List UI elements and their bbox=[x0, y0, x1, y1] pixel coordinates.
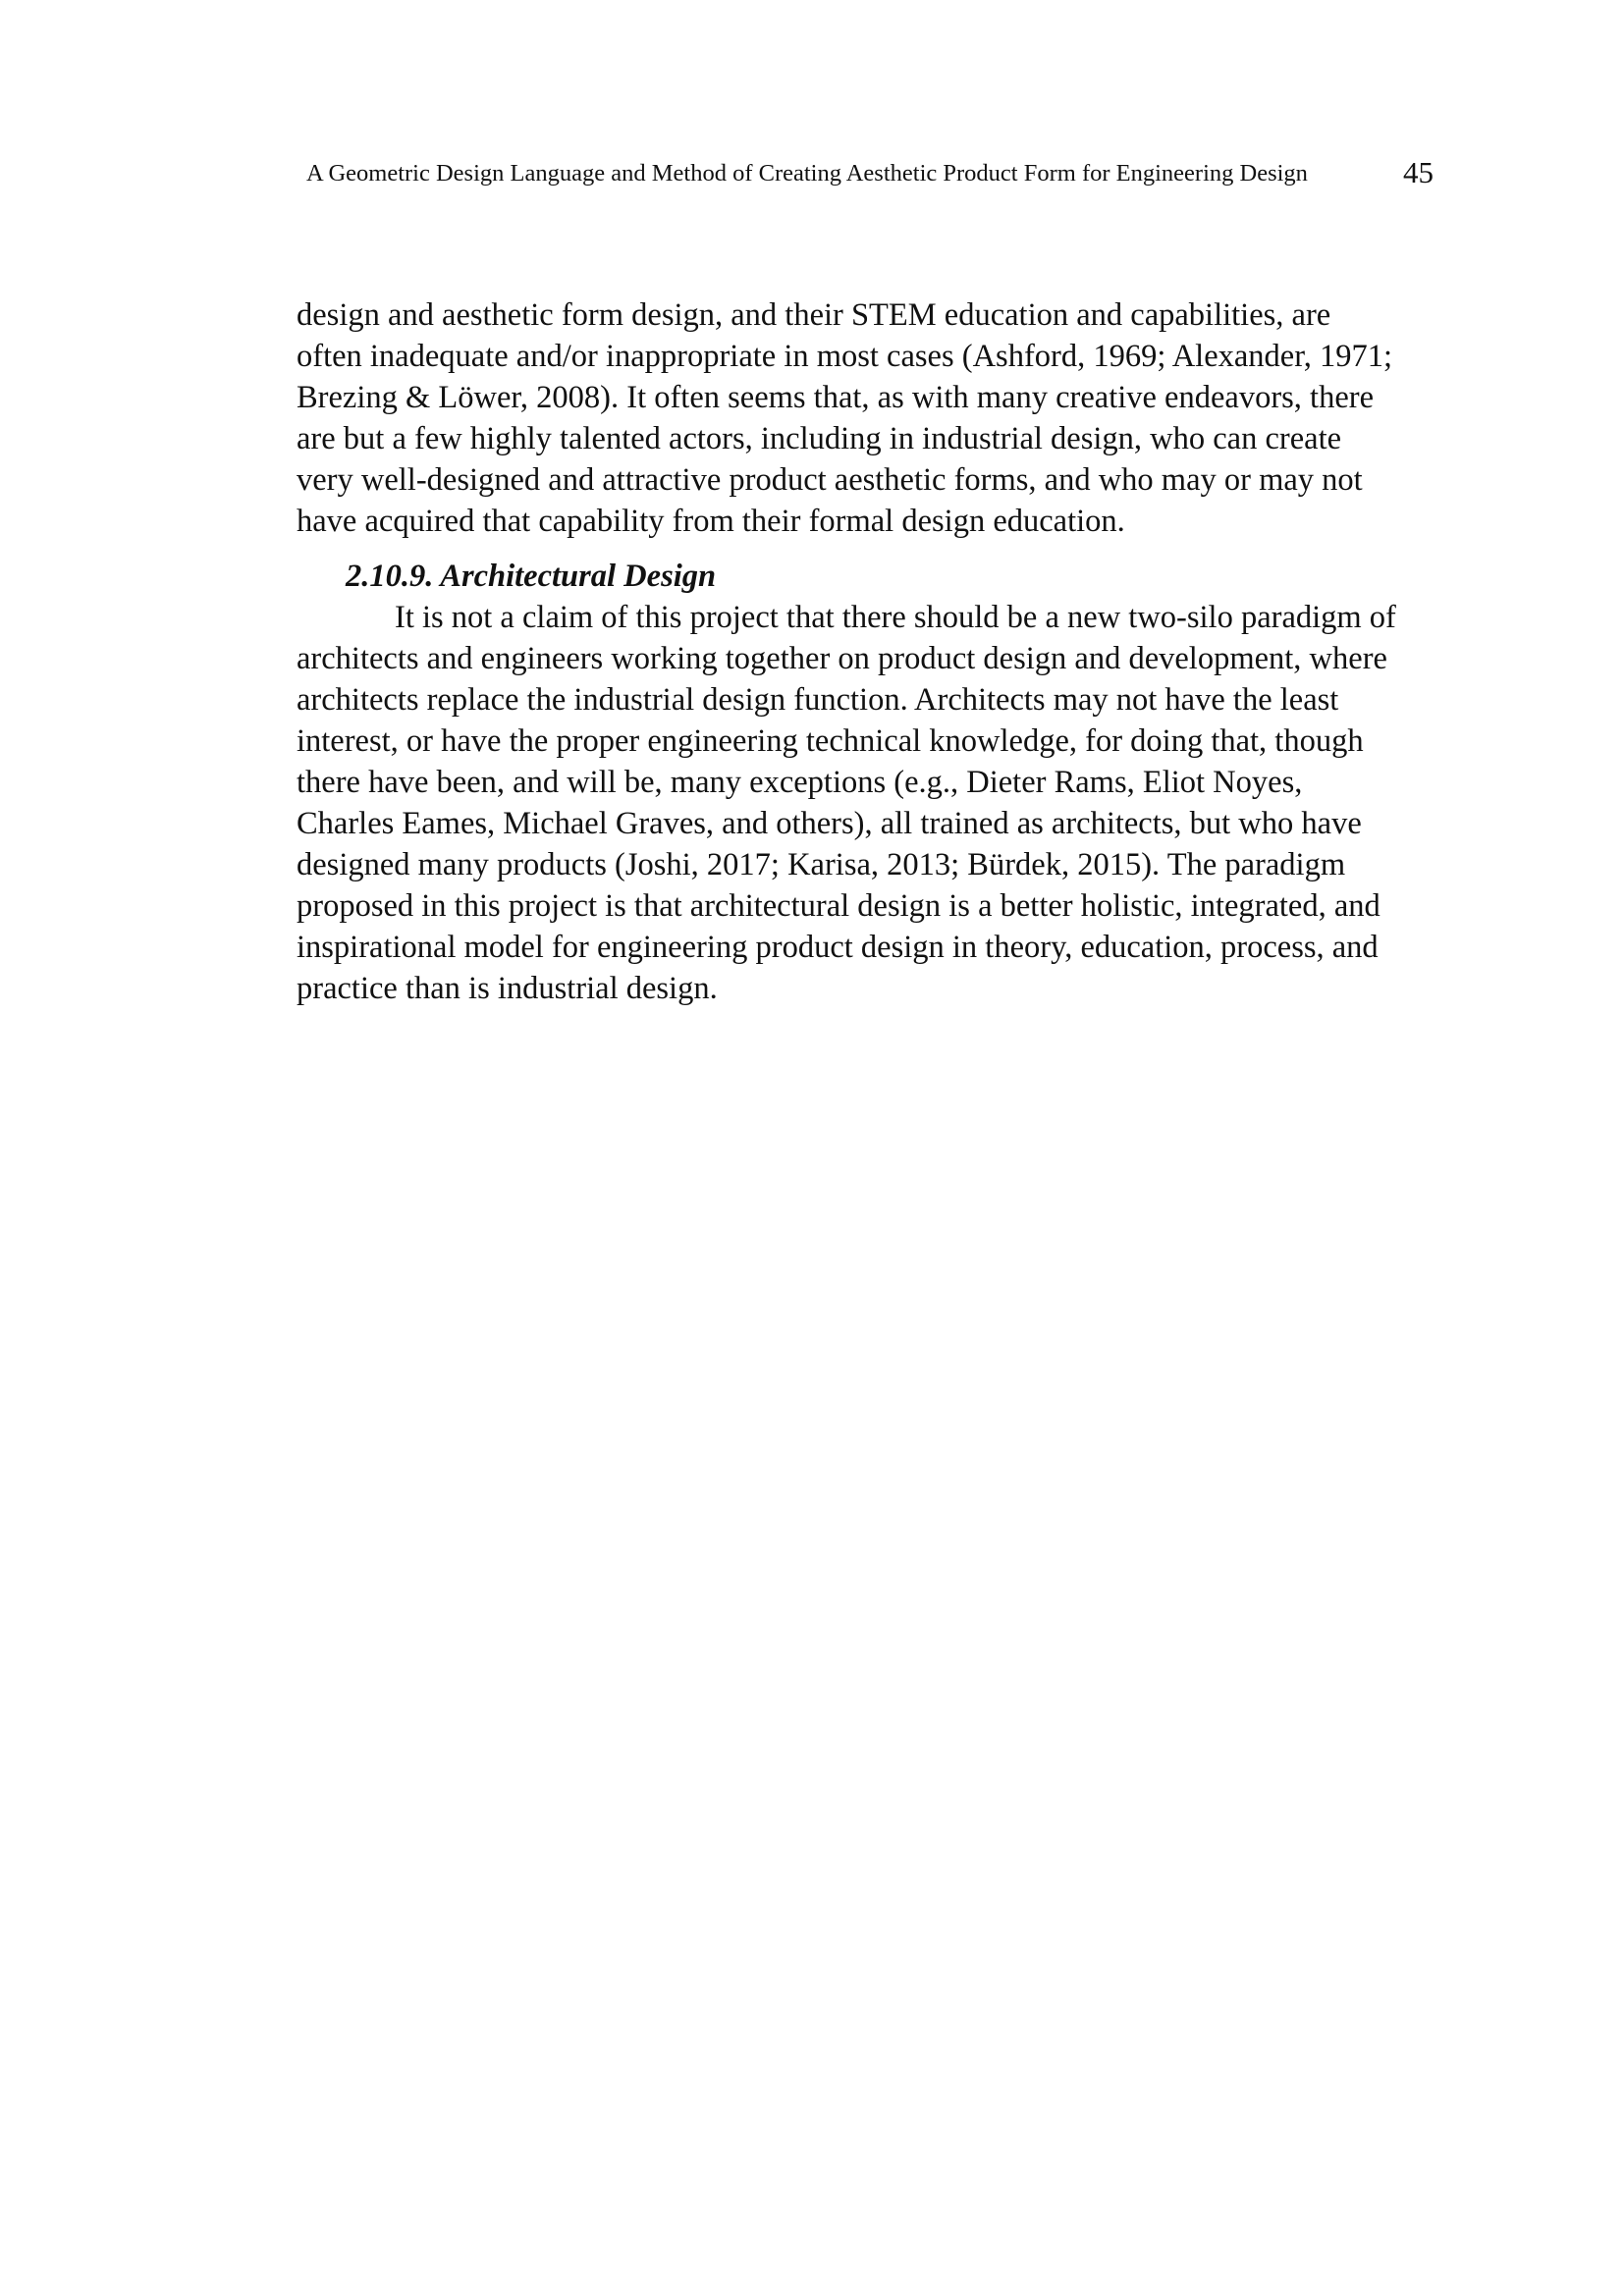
paragraph-line: often inadequate and/or inappropriate in most cases (Ashford, 1969; Alexander, 1971; bbox=[297, 339, 1393, 374]
body-paragraph bbox=[297, 294, 1439, 542]
paragraph-line: designed many products (Joshi, 2017; Karisa, 2013; Bürdek, 2015). The paradigm bbox=[297, 847, 1346, 882]
running-header-title: A Geometric Design Language and Method of Creating Aesthetic Product Form for Engineering Design bbox=[306, 160, 1308, 187]
paragraph-line: interest, or have the proper engineering technical knowledge, for doing that, though bbox=[297, 723, 1364, 759]
paragraph-line: have acquired that capability from their formal design education. bbox=[297, 504, 1125, 539]
page-body bbox=[297, 294, 1439, 1009]
paragraph-line: very well-designed and attractive product aesthetic forms, and who may or may not bbox=[297, 462, 1363, 498]
paragraph-line: practice than is industrial design. bbox=[297, 971, 718, 1006]
paragraph-line: architects replace the industrial design function. Architects may not have the least bbox=[297, 682, 1339, 718]
paragraph-line: Charles Eames, Michael Graves, and others), all trained as architects, but who have bbox=[297, 806, 1362, 841]
paragraph-line: It is not a claim of this project that there should be a new two-silo paradigm of bbox=[395, 600, 1396, 635]
paragraph-line: there have been, and will be, many exceptions (e.g., Dieter Rams, Eliot Noyes, bbox=[297, 765, 1303, 800]
page-number: 45 bbox=[1403, 155, 1434, 189]
paragraph-line: inspirational model for engineering product design in theory, education, process, and bbox=[297, 930, 1379, 965]
paragraph-line: are but a few highly talented actors, including in industrial design, who can create bbox=[297, 421, 1342, 456]
paragraph-line: architects and engineers working together on product design and development, where bbox=[297, 641, 1387, 676]
paragraph-line: proposed in this project is that architectural design is a better holistic, integrated, and bbox=[297, 888, 1380, 924]
body-paragraph bbox=[297, 597, 1439, 1009]
section-heading: 2.10.9. Architectural Design bbox=[346, 559, 717, 594]
running-header bbox=[306, 157, 1434, 192]
paragraph-line: design and aesthetic form design, and their STEM education and capabilities, are bbox=[297, 297, 1331, 333]
paragraph-line: Brezing & Löwer, 2008). It often seems that, as with many creative endeavors, there bbox=[297, 380, 1375, 415]
